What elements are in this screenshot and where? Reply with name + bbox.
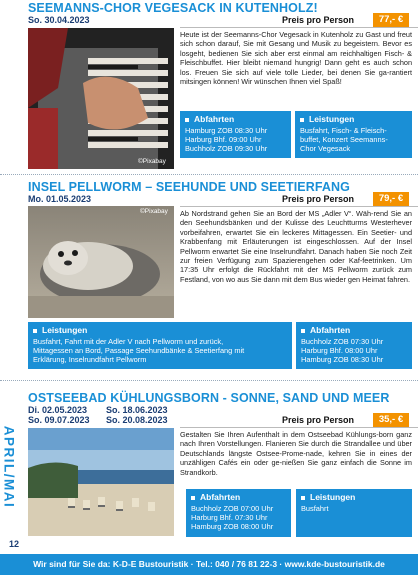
trip2-price: 79,- € [373,192,409,206]
trip1-leistung-line: Busfahrt, Fisch- & Fleisch- [300,126,387,135]
trip2-abfahrten-box [296,322,412,369]
trip2-leistungen-title: Leistungen [42,325,88,335]
trip1-photo-credit: ©Pixabay [138,158,166,165]
footer-contact: Wir sind für Sie da: K-D-E Bustouristik · Tel.: 040 / 76 81 22-3 · www.kde-bustouristik.de [0,554,418,575]
trip3-abfahrt-line: Hamburg ZOB 08:00 Uhr [191,522,274,532]
trip2-abfahrt-line: Hamburg ZOB 08:30 Uhr [301,355,384,365]
trip1-leistungen-title: Leistungen [309,114,355,124]
page-number: 12 [9,539,20,549]
month-side-label [2,408,16,526]
trip3-leistungen-title: Leistungen [310,492,356,502]
trip2-photo-credit: ©Pixabay [140,208,168,215]
trip1-price-label: Preis pro Person [282,15,355,25]
bullet-square-icon [300,118,304,122]
trip3-beach-photo [28,428,174,536]
trip3-price-label: Preis pro Person [282,415,355,425]
trip1-description: Heute ist der Seemanns-Chor Vegesack in Kutenholz zu Gast und freut sich schon darauf, Sie mit Gesang und Musik zu begeistern. Bevor es losgeht, bedienen Sie sich aber erst einmal am reichhaltigen Fisch- & Fleischbuffet. Hier bleibt niemand hungrig! Dann geht es auch schon los. Freuen Sie sich auf viele tolle Lieder, bei denen Sie ga-rantiert mitsingen können! Wir wünschen Ihnen viel Spaß! [180,30,412,87]
bullet-square-icon [185,118,189,122]
trip2-price-label: Preis pro Person [282,194,355,204]
trip3-abfahrt-line: Harburg Bhf. 07:30 Uhr [191,513,268,523]
trip1-accordion-photo [28,28,174,169]
trip3-abfahrt-line: Buchholz ZOB 07:00 Uhr [191,504,274,513]
trip1-abfahrt-line: Hamburg ZOB 08:30 Uhr [185,126,268,135]
trip3-date-2: So. 18.06.2023 [106,405,168,415]
trip1-date: So. 30.04.2023 [28,15,90,25]
trip1-leistung-line: Chor Vegesack [300,144,351,154]
section-divider [0,380,418,381]
trip1-abfahrt-line: Buchholz ZOB 09:30 Uhr [185,144,268,154]
trip2-leistungen-box [28,322,292,369]
trip1-price: 77,- € [373,13,409,27]
trip3-leistung-line: Busfahrt [301,504,329,513]
trip3-abfahrten-box [186,489,291,537]
trip2-abfahrten-title: Abfahrten [310,325,351,335]
trip2-seal-photo [28,206,174,318]
trip1-leistungen-box [295,111,412,158]
trip2-leistung-line: Mittagessen an Bord, Passage Seehundbänke & Seetierfang mit [33,346,245,356]
bullet-square-icon [301,496,305,500]
trip2-abfahrt-line: Harburg Bhf. 08:00 Uhr [301,346,378,356]
trip2-description: Ab Nordstrand gehen Sie an Bord der MS „Adler V“. Wäh-rend Sie an den Seehundsbänken und der Kulisse des Leuchtturms Westerhever vorbeifahren, erwartet Sie ein leckeres Mittagessen. Ein Seetier- und Krabbenfang mit Erläuterungen ist eingeschlossen. Auf der Insel Pellworm erwartet Sie eine Inselrundfahrt. Danach haben Sie noch Zeit zur freien Verfügung zum Spazierengehen oder Kaf-feetrinken. Um 17:35 Uhr erfolgt die Rückfahrt mit der MS Pellworm zurück zum Festland, von wo aus Sie dann mit dem Bus wieder gen Heimat fahren. [180,209,412,284]
trip2-abfahrt-line: Buchholz ZOB 07:30 Uhr [301,337,384,346]
trip3-date-4: So. 20.08.2023 [106,415,168,425]
section-divider [0,174,418,175]
trip3-abfahrten-title: Abfahrten [200,492,241,502]
trip2-title: INSEL PELLWORM – SEEHUNDE UND SEETIERFANG [28,180,350,194]
trip3-leistungen-box [296,489,412,537]
trip3-description: Gestalten Sie Ihren Aufenthalt in dem Ostseebad Kühlungs-born ganz nach Ihren Vorstellungen. Flanieren Sie durch die Strandallee und über Deutschlands längste Ostsee-Prome-nade, kehren Sie in eines der unzähligen Cafés ein oder ge-nießen Sie ganz einfach die Sonne im Strandkorb. [180,430,412,477]
trip3-title: OSTSEEBAD KÜHLUNGSBORN - SONNE, SAND UND MEER [28,391,390,405]
trip1-abfahrt-line: Harburg Bhf. 09:00 Uhr [185,135,262,145]
bullet-square-icon [301,329,305,333]
trip1-leistung-line: buffet, Konzert Seemanns- [300,135,388,145]
trip3-date-1: Di. 02.05.2023 [28,405,88,415]
trip2-leistung-line: Erklärung, Inselrundfahrt Pellworm [33,355,147,365]
trip1-title: SEEMANNS-CHOR VEGESACK IN KUTENHOLZ! [28,1,318,15]
trip2-leistung-line: Busfahrt, Fahrt mit der Adler V nach Pellworm und zurück, [33,337,224,346]
bullet-square-icon [33,329,37,333]
month-side-label-text: APRIL/MAI [1,425,17,509]
bullet-square-icon [191,496,195,500]
trip2-date: Mo. 01.05.2023 [28,194,92,204]
trip3-date-3: So. 09.07.2023 [28,415,90,425]
trip1-abfahrten-title: Abfahrten [194,114,235,124]
trip1-abfahrten-box [180,111,291,158]
trip3-price: 35,- € [373,413,409,427]
